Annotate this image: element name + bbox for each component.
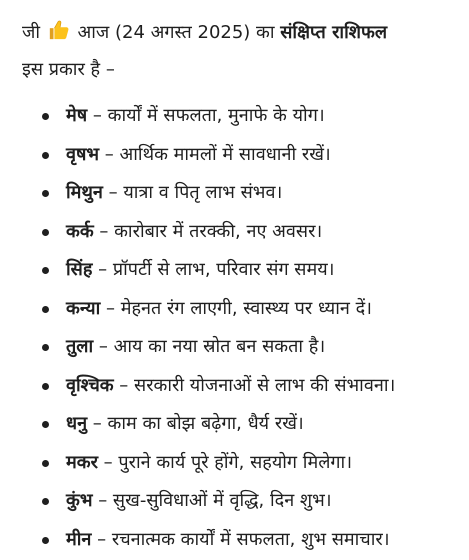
sign-name: वृश्चिक	[66, 374, 114, 396]
sign-name: कर्क	[66, 220, 94, 242]
list-item	[22, 328, 469, 367]
sign-name: मेष	[66, 105, 88, 126]
sign-text: – कारोबार में तरक्की, नए अवसर।	[93, 220, 323, 242]
bullet-icon	[42, 152, 49, 159]
list-item	[22, 367, 469, 406]
bullet-icon	[42, 113, 49, 120]
list-item	[22, 290, 469, 329]
intro-bold-title: संक्षिप्त राशिफल	[280, 22, 388, 43]
sign-name: सिंह	[66, 259, 93, 280]
bullet-icon	[42, 267, 49, 274]
sign-text: – आय का नया स्रोत बन सकता है।	[93, 336, 326, 357]
intro-suffix: इस प्रकार है –	[22, 59, 115, 80]
list-item	[22, 521, 469, 560]
sign-name: वृषभ	[66, 143, 100, 165]
bullet-icon	[42, 537, 49, 544]
bullet-icon	[42, 306, 49, 313]
list-item	[22, 213, 469, 252]
sign-name: तुला	[66, 336, 94, 357]
list-item	[22, 405, 469, 444]
sign-text: – काम का बोझ बढ़ेगा, धैर्य रखें।	[87, 413, 304, 434]
sign-text: – सुख-सुविधाओं में वृद्धि, दिन शुभ।	[92, 490, 332, 511]
bullet-icon	[42, 344, 49, 351]
sign-text: – प्रॉपर्टी से लाभ, परिवार संग समय।	[92, 259, 335, 280]
sign-text: – आर्थिक मामलों में सावधानी रखें।	[99, 143, 331, 165]
horoscope-list	[22, 97, 469, 559]
sign-text: – मेहनत रंग लाएगी, स्वास्थ्य पर ध्यान दें।	[100, 297, 372, 319]
sign-text: – कार्यों में सफलता, मुनाफे के योग।	[87, 105, 325, 126]
intro-prefix: जी	[22, 22, 41, 43]
intro-paragraph	[22, 16, 462, 87]
list-item	[22, 444, 469, 483]
sign-name: मिथुन	[66, 182, 103, 203]
sign-text: – सरकारी योजनाओं से लाभ की संभावना।	[113, 374, 396, 396]
list-item	[22, 136, 469, 175]
intro-middle: आज (24 अगस्त 2025) का	[77, 22, 275, 43]
bullet-icon	[42, 190, 49, 197]
list-item	[22, 174, 469, 213]
bullet-icon	[42, 460, 49, 467]
list-item	[22, 482, 469, 521]
bullet-icon	[42, 229, 49, 236]
sign-text: – यात्रा व पितृ लाभ संभव।	[102, 182, 283, 203]
list-item	[22, 251, 469, 290]
sign-text: – पुराने कार्य पूरे होंगे, सहयोग मिलेगा।	[97, 451, 353, 473]
sign-name: धनु	[66, 413, 88, 434]
bullet-icon	[42, 421, 49, 428]
sign-text: – रचनात्मक कार्यों में सफलता, शुभ समाचार।	[91, 528, 390, 550]
thumbs-up-icon	[48, 19, 70, 53]
list-item	[22, 97, 469, 136]
bullet-icon	[42, 498, 49, 505]
sign-name: मीन	[66, 528, 92, 550]
sign-name: कुंभ	[66, 490, 93, 511]
sign-name: कन्या	[66, 297, 101, 319]
sign-name: मकर	[66, 451, 98, 473]
bullet-icon	[42, 383, 49, 390]
